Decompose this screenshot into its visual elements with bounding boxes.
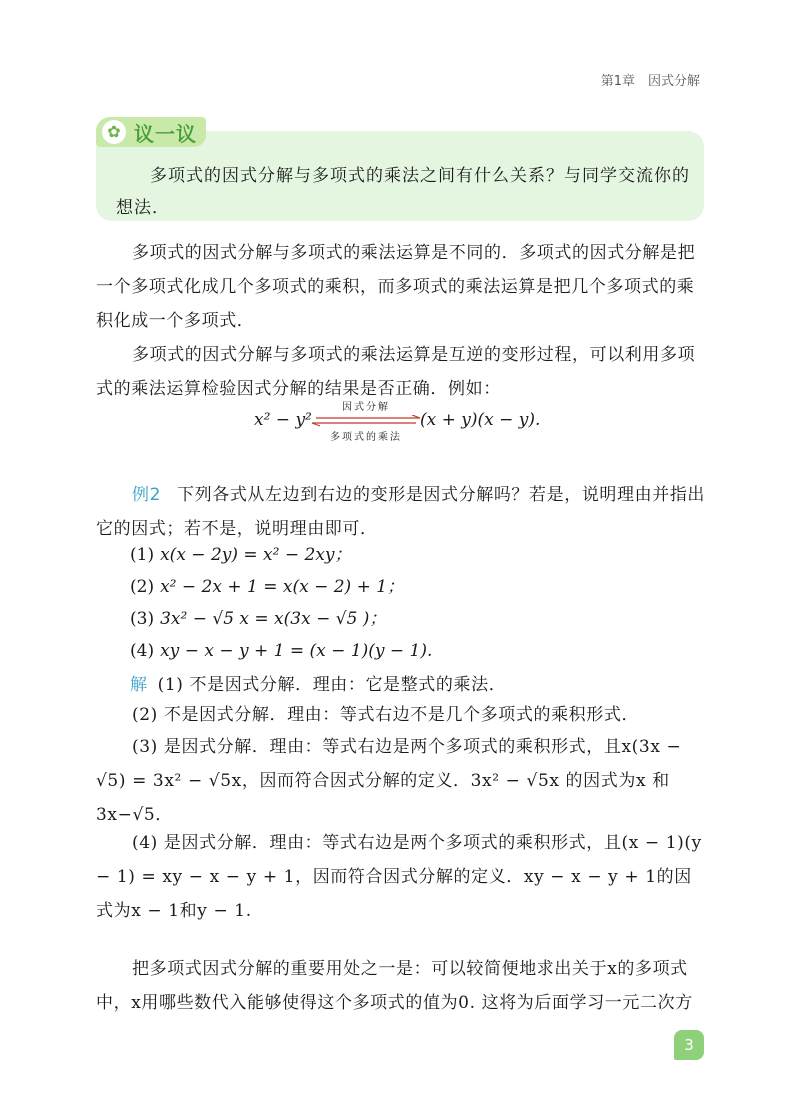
example-item	[130, 636, 432, 666]
item-number: (4)	[130, 641, 155, 661]
discussion-title: 议一议	[134, 121, 197, 146]
example-label: 例2	[132, 485, 162, 505]
double-arrow-icon	[310, 415, 422, 427]
solution-4: (4) 是因式分解．理由：等式右边是两个多项式的乘积形式，且(x − 1)(y − 1) = xy − x − y + 1，因而符合因式分解的定义．xy − x − y + 1的因式为x − 1和y − 1.	[96, 833, 702, 921]
item-expression: x(x − 2y) = x² − 2xy；	[160, 545, 352, 565]
page-number: 3	[674, 1030, 704, 1060]
discussion-icon: ✿	[102, 120, 126, 144]
paragraph-difference: 多项式的因式分解与多项式的乘法运算是不同的．多项式的因式分解是把一个多项式化成几个多项式的乘积，而多项式的乘法运算是把几个多项式的乘积化成一个多项式．	[96, 243, 696, 331]
arrow-label-multiplication: 多项式的乘法	[330, 432, 402, 443]
discussion-title-tab	[96, 117, 206, 147]
discussion-prompt: 多项式的因式分解与多项式的乘法之间有什么关系？与同学交流你的想法．	[116, 166, 690, 218]
closing-paragraph: 把多项式因式分解的重要用处之一是：可以较简便地求出关于x的多项式中，x用哪些数代入能够使得这个多项式的值为0. 这将为后面学习一元二次方	[96, 959, 693, 1013]
item-expression: x² − 2x + 1 = x(x − 2) + 1；	[160, 577, 405, 597]
item-expression: xy − x − y + 1 = (x − 1)(y − 1).	[160, 641, 433, 661]
solution-label: 解	[130, 675, 148, 695]
example-question	[96, 478, 706, 546]
solution-3: (3) 是因式分解．理由：等式右边是两个多项式的乘积形式，且x(3x − √5) = 3x² − √5x，因而符合因式分解的定义．3x² − √5x 的因式为x 和3x−√5．	[96, 737, 682, 825]
chapter-header: 第1章 因式分解	[600, 74, 700, 89]
factorization-formula	[254, 398, 554, 448]
item-number: (1)	[130, 545, 155, 565]
solution-2: (2) 不是因式分解．理由：等式右边不是几个多项式的乘积形式．	[132, 705, 640, 725]
solution-text: (1) 不是因式分解．理由：它是整式的乘法．	[157, 675, 507, 695]
formula-right: (x + y)(x − y).	[420, 410, 541, 430]
formula-left: x² − y²	[254, 410, 312, 430]
paragraph-inverse: 多项式的因式分解与多项式的乘法运算是互逆的变形过程，可以利用多项式的乘法运算检验因式分解的结果是否正确．例如：	[96, 345, 696, 399]
example-question-text: 下列各式从左边到右边的变形是因式分解吗？若是，说明理由并指出它的因式；若不是，说明理由即可．	[96, 485, 706, 539]
example-item	[130, 572, 404, 602]
solution-1	[130, 668, 706, 702]
arrow-label-factorization: 因式分解	[342, 402, 390, 413]
item-number: (3)	[130, 609, 155, 629]
example-item	[130, 540, 352, 570]
example-item	[130, 604, 386, 634]
item-number: (2)	[130, 577, 155, 597]
item-expression: 3x² − √5 x = x(3x − √5 )；	[160, 609, 387, 629]
